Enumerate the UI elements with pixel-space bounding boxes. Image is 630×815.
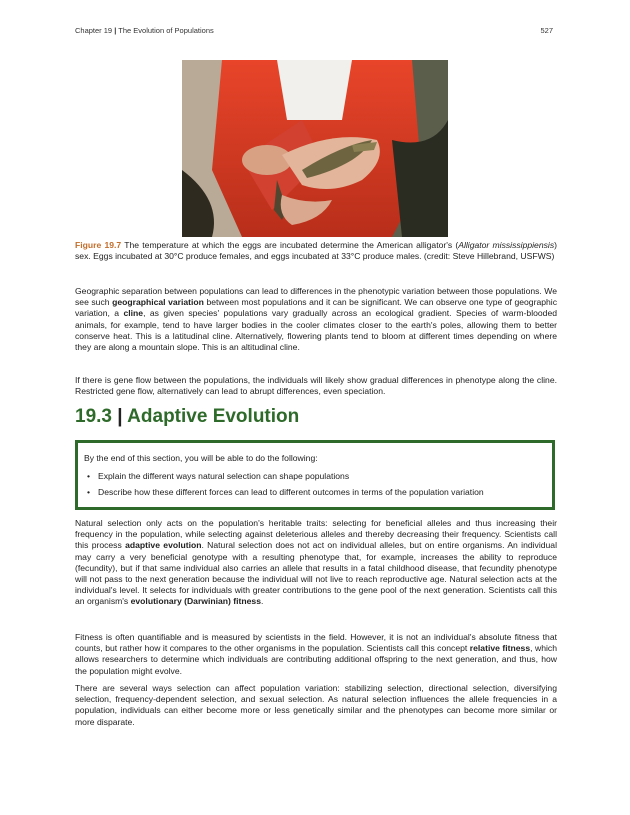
para4-text-b: , which allows researchers to determine which individuals are contributing additional offspring to the next generation, and thus, how the population might evolve. [75,643,557,676]
chapter-title: The Evolution of Populations [118,26,214,35]
section-separator: | [117,406,123,427]
para1-text-c: , as given species' populations vary gradually across an ecological gradient. Species of warm-blooded animals, for example, tend to have larger bodies in the cooler climates closer to the earth's poles, allowing them to better conserve heat. This is a latitudinal cline. Alternatively, flowering plants tend to bloom at different times depending on where they are along a mountain slope. This is an altitudinal cline. [75,308,557,353]
objective-item: • Explain the different ways natural selection can shape populations [84,471,484,482]
learning-objectives-box [75,440,555,510]
running-head [75,26,214,35]
paragraph-adaptive-evolution [75,518,557,608]
alligator-photo [182,60,448,237]
objectives-list [84,471,484,503]
paragraph-selection-types: There are several ways selection can affect population variation: stabilizing selection, directional selection, diversifying selection, frequency-dependent selection, and sexual selection. As natural selection influences the allele frequencies in a population, individuals can either become more or less genetically similar and the phenotypes can become more similar or more disparate. [75,683,557,727]
caption-text-b: ) sex. Eggs incubated at 30°C produce females, and eggs incubated at 33°C produce males. (credit: Steve Hillebrand, USFWS) [75,240,557,261]
paragraph-relative-fitness [75,632,557,677]
paragraph-gene-flow: If there is gene flow between the populations, the individuals will likely show gradual differences in phenotype along the cline. Restricted gene flow, alternatively can lead to abrupt differences, even speciation. [75,375,557,397]
chapter-number: Chapter 19 [75,26,113,35]
photo-illustration [182,60,448,237]
para3-text-c: . [261,596,264,607]
para3-text-a: Natural selection only acts on the population's heritable traits: selecting for beneficial alleles and thus increasing their frequency in the population, while selecting against deleterious alleles and thereby decreasing their frequency. Scientists call this process [75,518,557,551]
paragraph-geographic-variation [75,286,557,353]
term-cline: cline [123,308,144,319]
para4-text-a: Fitness is often quantifiable and is measured by scientists in the field. However, it is not an individual's absolute fitness that counts, but rather how it compares to the other organisms in the population. Scientists call this concept [75,632,557,654]
objectives-intro: By the end of this section, you will be able to do the following: [84,453,318,463]
header-separator: | [114,26,117,35]
figure-label: Figure 19.7 [75,240,122,250]
para1-text-a: Geographic separation between populations can lead to differences in the phenotypic variation between those populations. We see such [75,286,557,308]
section-title: Adaptive Evolution [127,406,300,427]
para1-text-b: between most populations and it can be significant. We can observe one type of geographic variation, a [75,297,557,319]
term-relative-fitness: relative fitness [469,643,531,654]
term-adaptive-evolution: adaptive evolution [125,540,202,551]
figure-caption [75,240,557,262]
section-number: 19.3 [75,406,112,427]
section-heading [75,406,299,428]
term-evolutionary-fitness: evolutionary (Darwinian) fitness [130,596,261,607]
caption-text-a: The temperature at which the eggs are incubated determine the American alligator's ( [124,240,459,250]
objective-item: • Describe how these different forces can lead to different outcomes in terms of the population variation [84,487,484,498]
caption-species: Alligator mississippiensis [458,240,555,250]
page-number: 527 [540,26,553,35]
term-geographical-variation: geographical variation [112,297,204,308]
page-header [75,26,555,38]
para3-text-b: . Natural selection does not act on individual alleles, but on entire organisms. An individual may carry a very beneficial genotype with a resulting phenotype that, for example, increases the ability to reproduce (fecundity), but if that same individual also carries an allele that results in a fatal childhood disease, that fecundity phenotype will not pass to the next generation because the individual will not live to reach reproductive age. Natural selection acts at the individual's level. It selects for individuals with greater contributions to the gene pool of the next generation. Scientists call this an organism's [75,540,557,607]
